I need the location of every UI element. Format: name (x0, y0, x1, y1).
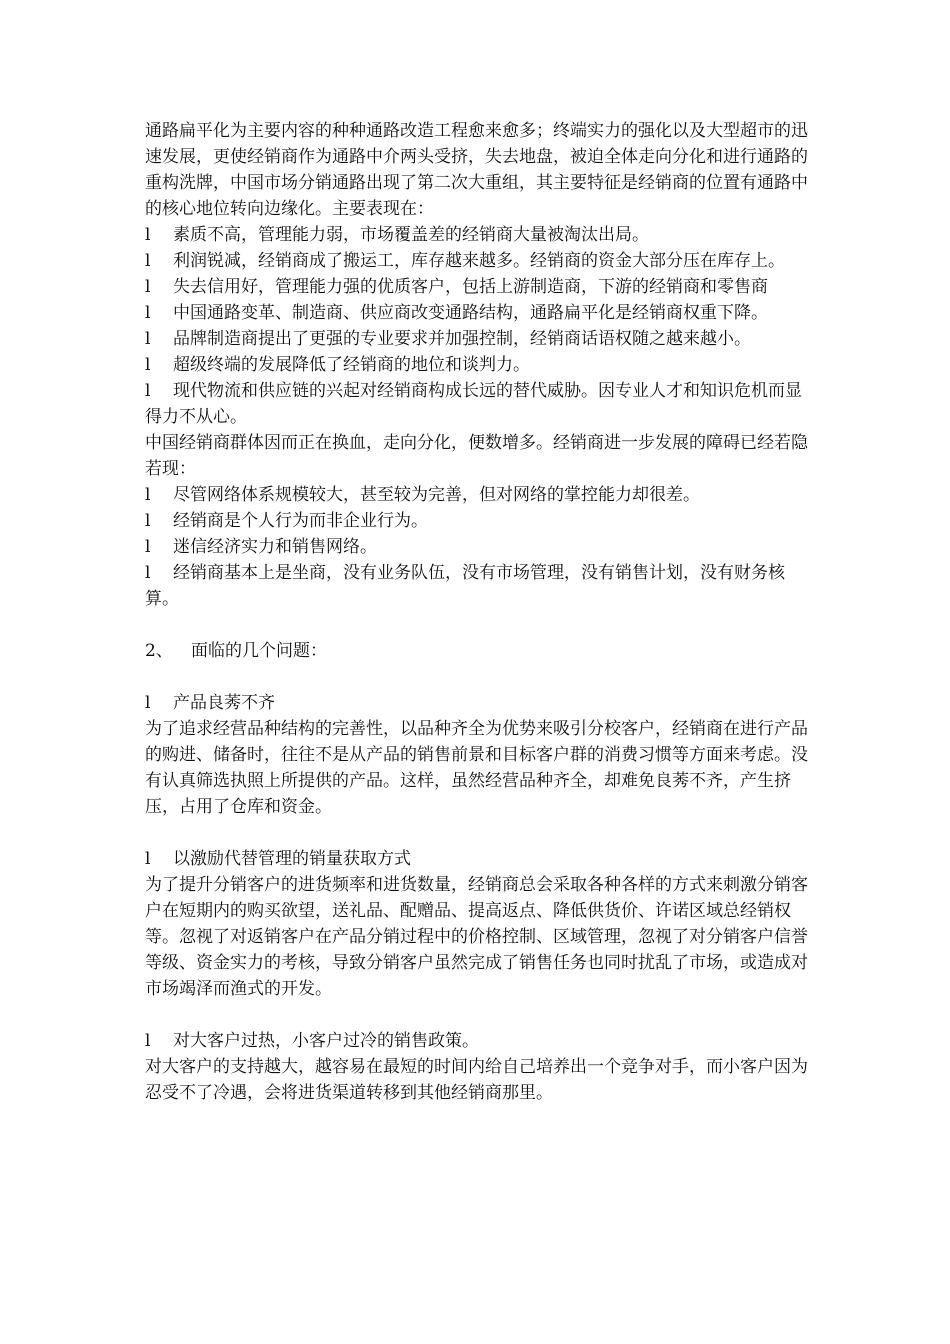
bullet-marker: l (145, 355, 151, 375)
bullet-marker: l (145, 1031, 151, 1051)
list-item: l 尽管网络体系规模较大，甚至较为完善，但对网络的掌控能力却很差。 (145, 482, 817, 508)
spacer (145, 1002, 817, 1028)
problem-title: l 对大客户过热，小客户过冷的销售政策。 (145, 1028, 817, 1054)
bullet-marker: l (145, 849, 151, 869)
list-item: l 迷信经济实力和销售网络。 (145, 534, 817, 560)
section-heading (145, 638, 817, 664)
list-item: l 品牌制造商提出了更强的专业要求并加强控制，经销商话语权随之越来越小。 (145, 326, 817, 352)
problem-title: l 以激励代替管理的销量获取方式 (145, 846, 817, 872)
list-item: l 失去信用好，管理能力强的优质客户，包括上游制造商，下游的经销商和零售商 (145, 274, 817, 300)
bullet-marker: l (145, 225, 151, 245)
document-page (145, 118, 817, 1106)
list-item: l 素质不高，管理能力弱，市场覆盖差的经销商大量被淘汰出局。 (145, 222, 817, 248)
obstacles-list (145, 482, 817, 612)
bullet-marker: l (145, 329, 151, 349)
list-item: l 经销商基本上是坐商，没有业务队伍，没有市场管理，没有销售计划，没有财务核算。 (145, 560, 817, 612)
section-number: 2、 (145, 641, 173, 661)
list-item: l 利润锐减，经销商成了搬运工，库存越来越多。经销商的资金大部分压在库存上。 (145, 248, 817, 274)
list-item: l 现代物流和供应链的兴起对经销商构成长远的替代威胁。因专业人才和知识危机而显得力不从心。 (145, 378, 817, 430)
intro-paragraph: 通路扁平化为主要内容的种种通路改造工程愈来愈多；终端实力的强化以及大型超市的迅速发展，更使经销商作为通路中介两头受挤，失去地盘，被迫全体走向分化和进行通路的重构洗牌，中国市场分销通路出现了第二次大重组，其主要特征是经销商的位置有通路中的核心地位转向边缘化。主要表现在： (145, 121, 808, 219)
spacer (145, 612, 817, 638)
bullet-marker: l (145, 563, 151, 583)
section-title: 面临的几个问题： (191, 641, 327, 661)
problem-title: l 产品良莠不齐 (145, 690, 817, 716)
list-item: l 经销商是个人行为而非企业行为。 (145, 508, 817, 534)
bullet-marker: l (145, 251, 151, 271)
bullet-marker: l (145, 511, 151, 531)
bullet-marker: l (145, 485, 151, 505)
list-item: l 超级终端的发展降低了经销商的地位和谈判力。 (145, 352, 817, 378)
bullet-marker: l (145, 303, 151, 323)
problem-body: 对大客户的支持越大，越容易在最短的时间内给自己培养出一个竞争对手，而小客户因为忍受不了冷遇，会将进货渠道转移到其他经销商那里。 (145, 1057, 808, 1103)
spacer (145, 664, 817, 690)
spacer (145, 820, 817, 846)
list-item: l 中国通路变革、制造商、供应商改变通路结构，通路扁平化是经销商权重下降。 (145, 300, 817, 326)
problem-body: 为了提升分销客户的进货频率和进货数量，经销商总会采取各种各样的方式来刺激分销客户在短期内的购买欲望，送礼品、配赠品、提高返点、降低供货价、许诺区域总经销权等。忽视了对返销客户在产品分销过程中的价格控制、区域管理，忽视了对分销客户信誉等级、资金实力的考核，导致分销客户虽然完成了销售任务也同时扰乱了市场，或造成对市场竭泽而渔式的开发。 (145, 875, 808, 999)
obstacles-paragraph: 中国经销商群体因而正在换血，走向分化，便数增多。经销商进一步发展的障碍已经若隐若现： (145, 433, 808, 479)
market-change-list (145, 222, 817, 430)
bullet-marker: l (145, 381, 151, 401)
bullet-marker: l (145, 537, 151, 557)
bullet-marker: l (145, 693, 151, 713)
problem-body: 为了追求经营品种结构的完善性，以品种齐全为优势来吸引分校客户，经销商在进行产品的购进、储备时，往往不是从产品的销售前景和目标客户群的消费习惯等方面来考虑。没有认真筛选执照上所提供的产品。这样，虽然经营品种齐全，却难免良莠不齐，产生挤压，占用了仓库和资金。 (145, 719, 808, 817)
bullet-marker: l (145, 277, 151, 297)
